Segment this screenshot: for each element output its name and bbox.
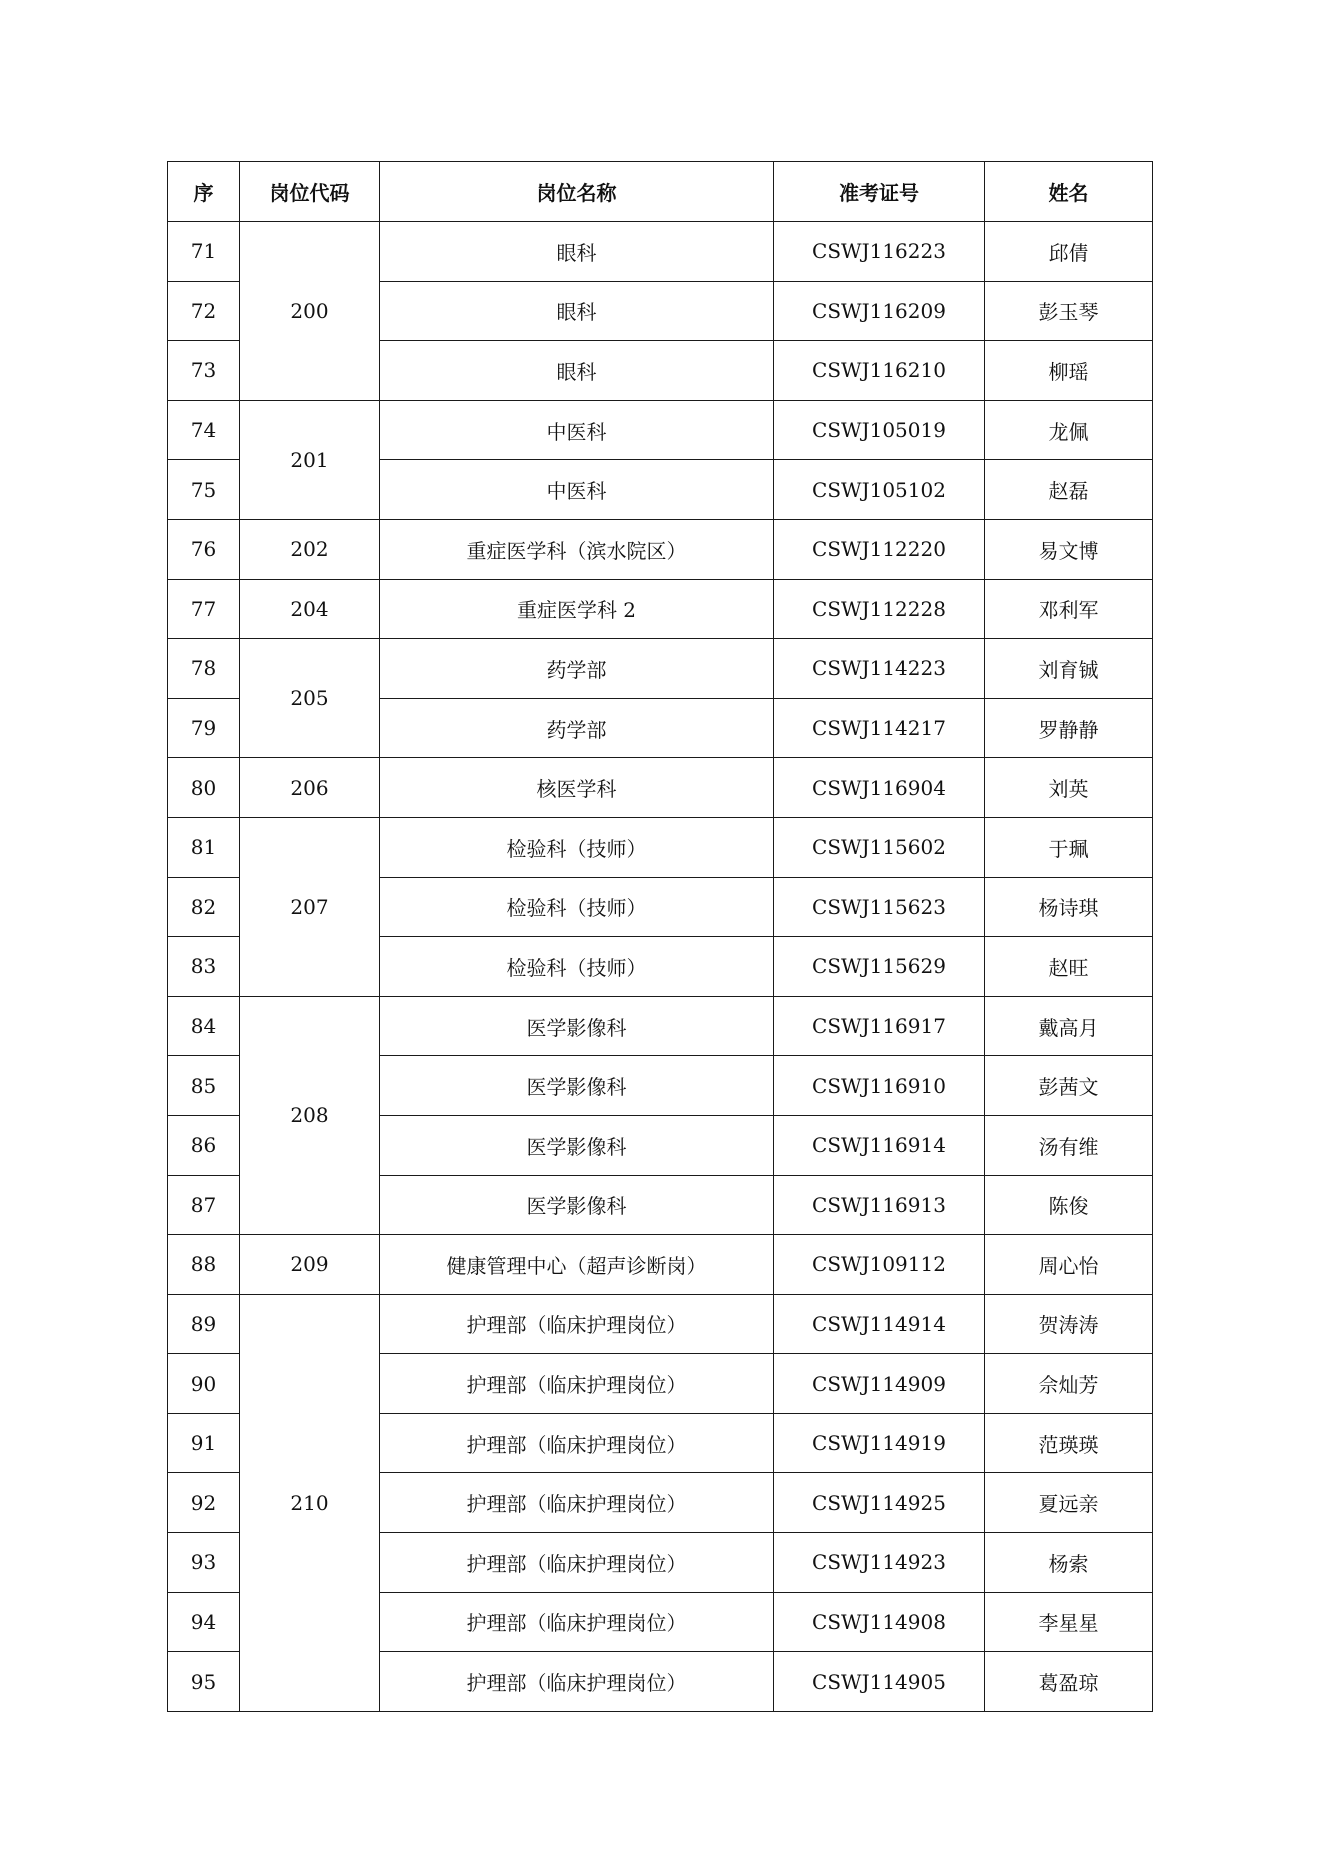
candidate-name-cell: 汤有维 (985, 1115, 1153, 1175)
exam-number-cell: CSWJ114914 (774, 1294, 985, 1354)
candidate-name-cell: 易文博 (985, 519, 1153, 579)
position-code-cell: 209 (240, 1235, 380, 1295)
position-name-cell: 护理部（临床护理岗位） (380, 1592, 774, 1652)
seq-cell: 79 (168, 698, 240, 758)
exam-number-cell: CSWJ115623 (774, 877, 985, 937)
candidate-name-cell: 贺涛涛 (985, 1294, 1153, 1354)
position-code-cell: 207 (240, 817, 380, 996)
position-name-cell: 检验科（技师） (380, 817, 774, 877)
candidate-name-cell: 彭玉琴 (985, 281, 1153, 341)
position-name-cell: 护理部（临床护理岗位） (380, 1354, 774, 1414)
header-seq: 序 (168, 162, 240, 222)
candidate-name-cell: 邱倩 (985, 222, 1153, 282)
table-header (168, 162, 1153, 222)
exam-number-cell: CSWJ116913 (774, 1175, 985, 1235)
header-exam-number: 准考证号 (774, 162, 985, 222)
position-name-cell: 药学部 (380, 698, 774, 758)
exam-number-cell: CSWJ116223 (774, 222, 985, 282)
candidate-name-cell: 彭茜文 (985, 1056, 1153, 1116)
position-name-cell: 健康管理中心（超声诊断岗） (380, 1235, 774, 1295)
exam-number-cell: CSWJ114923 (774, 1533, 985, 1593)
position-name-cell: 中医科 (380, 460, 774, 520)
candidate-name-cell: 陈俊 (985, 1175, 1153, 1235)
table-row (168, 639, 1153, 699)
position-name-cell: 护理部（临床护理岗位） (380, 1413, 774, 1473)
seq-cell: 76 (168, 519, 240, 579)
seq-cell: 81 (168, 817, 240, 877)
seq-cell: 73 (168, 341, 240, 401)
seq-cell: 91 (168, 1413, 240, 1473)
seq-cell: 87 (168, 1175, 240, 1235)
position-name-cell: 医学影像科 (380, 1056, 774, 1116)
table-row (168, 519, 1153, 579)
exam-number-cell: CSWJ114217 (774, 698, 985, 758)
position-code-cell: 204 (240, 579, 380, 639)
position-name-cell: 眼科 (380, 281, 774, 341)
seq-cell: 93 (168, 1533, 240, 1593)
position-name-cell: 护理部（临床护理岗位） (380, 1533, 774, 1593)
exam-number-cell: CSWJ116917 (774, 996, 985, 1056)
header-candidate-name: 姓名 (985, 162, 1153, 222)
exam-number-cell: CSWJ114919 (774, 1413, 985, 1473)
exam-number-cell: CSWJ109112 (774, 1235, 985, 1295)
seq-cell: 90 (168, 1354, 240, 1414)
seq-cell: 86 (168, 1115, 240, 1175)
candidate-name-cell: 罗静静 (985, 698, 1153, 758)
candidate-name-cell: 柳瑶 (985, 341, 1153, 401)
position-name-cell: 护理部（临床护理岗位） (380, 1473, 774, 1533)
table-row (168, 579, 1153, 639)
position-code-cell: 201 (240, 400, 380, 519)
seq-cell: 74 (168, 400, 240, 460)
seq-cell: 75 (168, 460, 240, 520)
candidate-name-cell: 龙佩 (985, 400, 1153, 460)
exam-number-cell: CSWJ116914 (774, 1115, 985, 1175)
candidate-name-cell: 夏远亲 (985, 1473, 1153, 1533)
exam-number-cell: CSWJ115602 (774, 817, 985, 877)
exam-number-cell: CSWJ114909 (774, 1354, 985, 1414)
position-code-cell: 205 (240, 639, 380, 758)
seq-cell: 72 (168, 281, 240, 341)
exam-number-cell: CSWJ116904 (774, 758, 985, 818)
seq-cell: 85 (168, 1056, 240, 1116)
table-row (168, 758, 1153, 818)
seq-cell: 77 (168, 579, 240, 639)
position-code-cell: 206 (240, 758, 380, 818)
position-name-cell: 护理部（临床护理岗位） (380, 1294, 774, 1354)
position-name-cell: 中医科 (380, 400, 774, 460)
seq-cell: 94 (168, 1592, 240, 1652)
candidate-name-cell: 刘英 (985, 758, 1153, 818)
position-code-cell: 210 (240, 1294, 380, 1711)
exam-number-cell: CSWJ112228 (774, 579, 985, 639)
position-code-cell: 202 (240, 519, 380, 579)
position-name-cell: 检验科（技师） (380, 937, 774, 997)
header-position-name: 岗位名称 (380, 162, 774, 222)
exam-number-cell: CSWJ114908 (774, 1592, 985, 1652)
exam-number-cell: CSWJ116210 (774, 341, 985, 401)
exam-number-cell: CSWJ115629 (774, 937, 985, 997)
position-name-cell: 医学影像科 (380, 1115, 774, 1175)
exam-number-cell: CSWJ116910 (774, 1056, 985, 1116)
position-name-cell: 医学影像科 (380, 996, 774, 1056)
candidate-name-cell: 于珮 (985, 817, 1153, 877)
position-name-cell: 检验科（技师） (380, 877, 774, 937)
candidate-name-cell: 赵磊 (985, 460, 1153, 520)
position-code-cell: 200 (240, 222, 380, 401)
seq-cell: 84 (168, 996, 240, 1056)
position-name-cell: 重症医学科（滨水院区） (380, 519, 774, 579)
candidate-name-cell: 杨诗琪 (985, 877, 1153, 937)
seq-cell: 88 (168, 1235, 240, 1295)
seq-cell: 95 (168, 1652, 240, 1712)
candidate-name-cell: 周心怡 (985, 1235, 1153, 1295)
table-row (168, 1294, 1153, 1354)
candidate-name-cell: 刘育铖 (985, 639, 1153, 699)
header-row (168, 162, 1153, 222)
position-name-cell: 医学影像科 (380, 1175, 774, 1235)
header-position-code: 岗位代码 (240, 162, 380, 222)
position-name-cell: 护理部（临床护理岗位） (380, 1652, 774, 1712)
position-name-cell: 药学部 (380, 639, 774, 699)
results-table (167, 161, 1153, 1712)
candidate-name-cell: 杨索 (985, 1533, 1153, 1593)
seq-cell: 92 (168, 1473, 240, 1533)
position-name-cell: 核医学科 (380, 758, 774, 818)
candidate-name-cell: 范瑛瑛 (985, 1413, 1153, 1473)
exam-number-cell: CSWJ105019 (774, 400, 985, 460)
seq-cell: 80 (168, 758, 240, 818)
exam-number-cell: CSWJ105102 (774, 460, 985, 520)
candidate-name-cell: 邓利军 (985, 579, 1153, 639)
exam-number-cell: CSWJ114905 (774, 1652, 985, 1712)
exam-number-cell: CSWJ116209 (774, 281, 985, 341)
table-row (168, 1235, 1153, 1295)
exam-number-cell: CSWJ114925 (774, 1473, 985, 1533)
table-body (168, 222, 1153, 1712)
exam-number-cell: CSWJ112220 (774, 519, 985, 579)
exam-number-cell: CSWJ114223 (774, 639, 985, 699)
candidate-name-cell: 李星星 (985, 1592, 1153, 1652)
seq-cell: 82 (168, 877, 240, 937)
position-name-cell: 眼科 (380, 222, 774, 282)
candidate-name-cell: 佘灿芳 (985, 1354, 1153, 1414)
table-row (168, 222, 1153, 282)
seq-cell: 78 (168, 639, 240, 699)
table-row (168, 817, 1153, 877)
candidate-name-cell: 戴高月 (985, 996, 1153, 1056)
position-name-cell: 重症医学科 2 (380, 579, 774, 639)
position-code-cell: 208 (240, 996, 380, 1234)
candidate-name-cell: 赵旺 (985, 937, 1153, 997)
seq-cell: 89 (168, 1294, 240, 1354)
candidate-name-cell: 葛盈琼 (985, 1652, 1153, 1712)
seq-cell: 83 (168, 937, 240, 997)
position-name-cell: 眼科 (380, 341, 774, 401)
seq-cell: 71 (168, 222, 240, 282)
table-row (168, 996, 1153, 1056)
table-row (168, 400, 1153, 460)
